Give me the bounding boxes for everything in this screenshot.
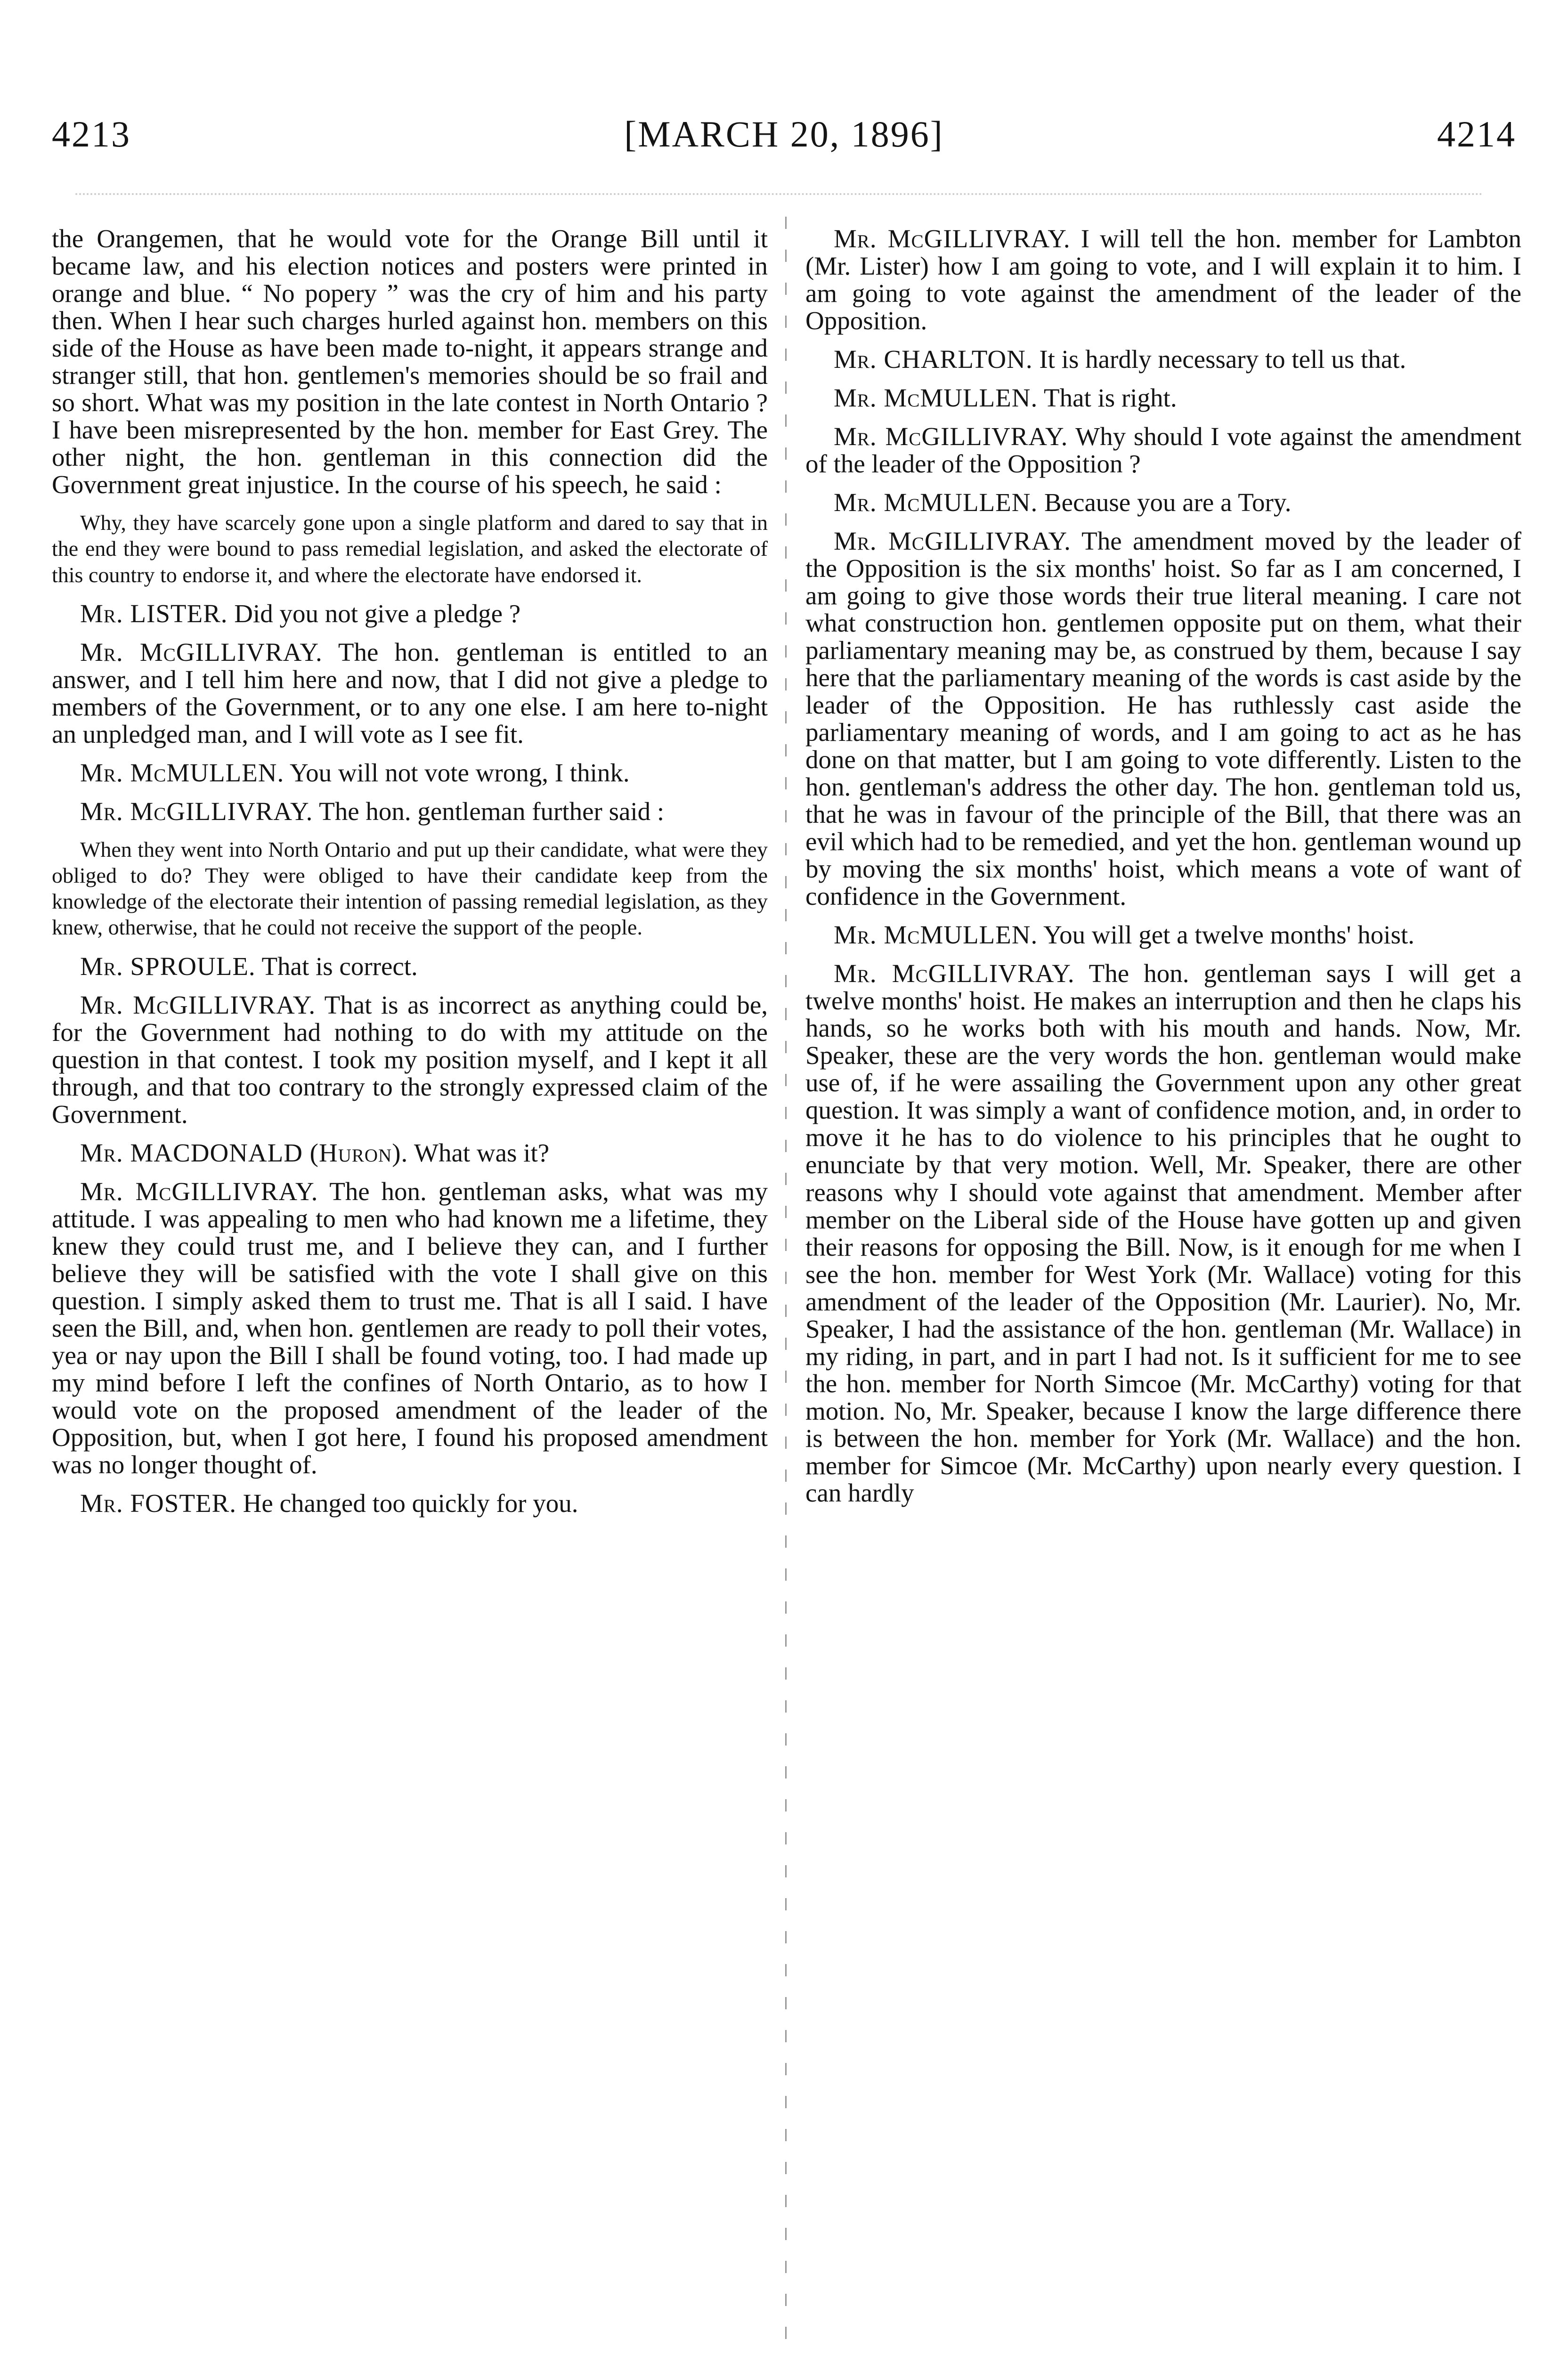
- body-paragraph: the Orangemen, that he would vote for the Orange Bill until it became law, and his election notices and posters were printed in orange and blue. “ No popery ” was the cry of him and his party then. When I hear such charges hurled against hon. members on this side of the House as have been made to-night, it appears strange and stranger still, that hon. gentlemen's memories should be so frail and so short. What was my position in the late contest in North Ontario ? I have been misrepresented by the hon. member for East Grey. The other night, the hon. gentleman in this connection did the Government great injustice. In the course of his speech, he said :: [52, 225, 768, 499]
- speaker-name: Mr. McGILLIVRAY.: [80, 637, 323, 666]
- quoted-passage: When they went into North Ontario and put up their candidate, what were they obliged to do? They were obliged to have their candidate keep from the knowledge of the electorate their intention of passing remedial legislation, as they knew, otherwise, that he could not receive the support of the people.: [52, 837, 768, 940]
- speaker-name: Mr. McGILLIVRAY.: [834, 959, 1075, 988]
- column-divider: [785, 217, 787, 2355]
- speech-paragraph: [805, 528, 1521, 910]
- speech-paragraph: [805, 225, 1521, 334]
- speaker-name: Mr. McMULLEN.: [834, 920, 1038, 950]
- speech-text: That is as incorrect as anything could be, for the Government had nothing to do with my attitude on the question in that contest. I took my position myself, and I kept it all through, and that too contrary to the strongly expressed claim of the Government.: [52, 990, 768, 1129]
- speech-paragraph: [805, 921, 1521, 949]
- speaker-name: Mr. McGILLIVRAY.: [80, 1177, 318, 1206]
- page-date: [MARCH 20, 1896]: [624, 114, 944, 154]
- speaker-name: Mr. LISTER.: [80, 599, 228, 628]
- speaker-name: Mr. FOSTER.: [80, 1488, 236, 1518]
- speech-paragraph: [805, 346, 1521, 373]
- speaker-name: Mr. McGILLIVRAY.: [834, 225, 1071, 253]
- speech-text: That is correct.: [261, 951, 418, 981]
- speech-paragraph: [52, 600, 768, 627]
- speech-text: He changed too quickly for you.: [243, 1488, 578, 1518]
- speech-paragraph: [52, 759, 768, 787]
- speaker-name: Mr. McGILLIVRAY.: [80, 796, 313, 826]
- speech-text: The amendment moved by the leader of the Opposition is the six months' hoist. So far as I am concerned, I am going to give those words their true literal meaning. I care not what construction hon. gentlemen opposite put on them, what their parliamentary meaning may be, as construed by them, because I say here that the parliamentary meaning of the words is cast aside by the leader of the Opposition. He has ruthlessly cast aside the parliamentary meaning of words, and I am going to act as he has done on that matter, but I am going to vote differently. Listen to the hon. gentleman's address the other day. The hon. gentleman told us, that he was in favour of the principle of the Bill, that there was an evil which had to be remedied, and yet the hon. gentleman wound up by moving the six months' hoist, which means a vote of want of confidence in the Government.: [805, 527, 1521, 911]
- speech-text: Why should I vote against the amendment of the leader of the Opposition ?: [805, 422, 1521, 479]
- speech-text: You will not vote wrong, I think.: [289, 758, 630, 787]
- speech-text: The hon. gentleman is entitled to an answer, and I tell him here and now, that I did not give a pledge to members of the Government, or to any one else. I am here to-night an unpledged man, and I will vote as I see fit.: [52, 637, 768, 748]
- speech-paragraph: [805, 960, 1521, 1506]
- speech-text: The hon. gentleman further said :: [319, 796, 665, 826]
- speaker-name: Mr. McGILLIVRAY.: [80, 990, 316, 1019]
- speech-paragraph: [52, 639, 768, 748]
- speech-paragraph: [52, 798, 768, 825]
- right-column: [805, 225, 1521, 2355]
- page-header: [52, 113, 1516, 165]
- quoted-passage: Why, they have scarcely gone upon a single platform and dared to say that in the end they were bound to pass remedial legislation, and asked the electorate of this country to endorse it, and where the electorate have endorsed it.: [52, 511, 768, 587]
- speech-text: It is hardly necessary to tell us that.: [1039, 345, 1406, 374]
- speech-text: You will get a twelve months' hoist.: [1043, 920, 1415, 950]
- speech-paragraph: [805, 384, 1521, 412]
- speech-paragraph: [52, 1178, 768, 1478]
- speech-paragraph: [805, 423, 1521, 478]
- speaker-name: Mr. McMULLEN.: [834, 383, 1038, 413]
- page-number-left: 4213: [52, 114, 131, 154]
- speech-text: The hon. gentleman asks, what was my attitude. I was appealing to men who had known me a lifetime, they knew they could trust me, and I believe they can, and I further believe they will be satisfied with the vote I shall give on this question. I simply asked them to trust me. That is all I said. I have seen the Bill, and, when hon. gentlemen are ready to poll their votes, yea or nay upon the Bill I shall be found voting, too. I had made up my mind before I left the confines of North Ontario, as to how I would vote on the proposed amendment of the leader of the Opposition, but, when I got here, I found his proposed amendment was no longer thought of.: [52, 1177, 768, 1479]
- speaker-name: Mr. McGILLIVRAY.: [834, 422, 1068, 451]
- header-rule: [75, 193, 1483, 199]
- left-column: [52, 225, 768, 2355]
- speech-paragraph: [52, 1490, 768, 1517]
- speech-text: I will tell the hon. member for Lambton (Mr. Lister) how I am going to vote, and I will explain it to him. I am going to vote against the amendment of the leader of the Opposition.: [805, 225, 1521, 335]
- speaker-name: Mr. McMULLEN.: [834, 488, 1038, 517]
- speech-paragraph: [805, 489, 1521, 516]
- speech-text: The hon. gentleman says I will get a twelve months' hoist. He makes an interruption and then he claps his hands, so he works both with his mouth and hands. Now, Mr. Speaker, these are the very words the hon. gentleman would make use of, if he were assailing the Government upon any other great question. It was simply a want of confidence motion, and, in order to move it he has to do violence to his principles that he ought to enunciate by that very motion. Well, Mr. Speaker, there are other reasons why I should vote against that amendment. Member after member on the Liberal side of the House have gotten up and given their reasons for opposing the Bill. Now, is it enough for me when I see the hon. member for West York (Mr. Wallace) voting for this amendment of the leader of the Opposition (Mr. Laurier). No, Mr. Speaker, I had the assistance of the hon. gentleman (Mr. Wallace) in my riding, in part, and in part I had not. Is it sufficient for me to see the hon. member for North Simcoe (Mr. McCarthy) voting for that motion. No, Mr. Speaker, because I know the large difference there is between the hon. member for York (Mr. Wallace) and the hon. member for Simcoe (Mr. McCarthy) upon nearly every question. I can hardly: [805, 959, 1521, 1507]
- speaker-name: Mr. SPROULE.: [80, 951, 256, 981]
- speech-text: That is right.: [1043, 383, 1177, 413]
- speech-text: Because you are a Tory.: [1044, 488, 1292, 517]
- speech-text: What was it?: [414, 1138, 550, 1167]
- page-number-right: 4214: [1437, 114, 1516, 154]
- speaker-name: Mr. CHARLTON.: [834, 345, 1033, 374]
- speaker-name: Mr. McMULLEN.: [80, 758, 284, 787]
- speaker-name: Mr. MACDONALD (Huron).: [80, 1138, 408, 1167]
- speaker-name: Mr. McGILLIVRAY.: [834, 527, 1071, 556]
- speech-paragraph: [52, 991, 768, 1128]
- speech-text: Did you not give a pledge ?: [234, 599, 521, 628]
- speech-paragraph: [52, 953, 768, 980]
- speech-paragraph: [52, 1139, 768, 1167]
